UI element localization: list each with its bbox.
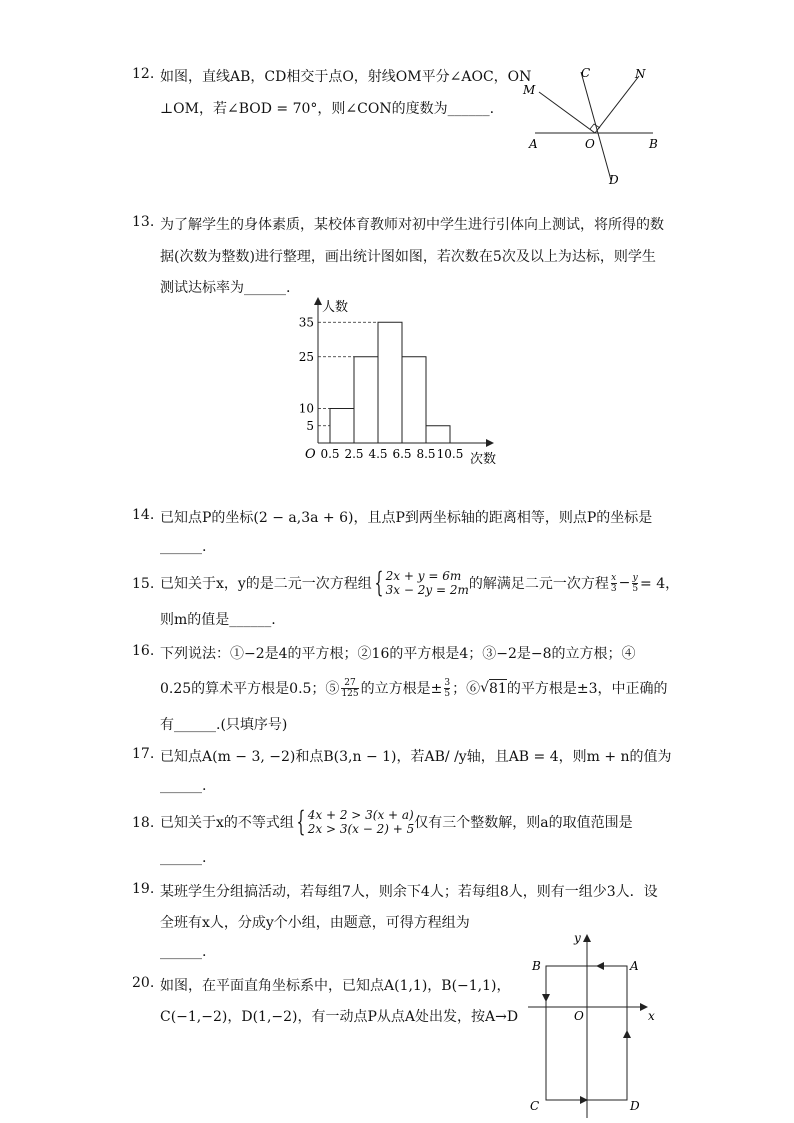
q20-text-line1: 如图，在平面直角坐标系中，已知点A(1,1)，B(−1,1)， (160, 978, 511, 994)
q15-post: = 4， (640, 576, 680, 592)
q12-text-line1: 如图，直线AB，CD相交于点O，射线OM平分∠AOC，ON (160, 69, 532, 85)
q12-text-line2: ⊥OM，若∠BOD = 70°，则∠CON的度数为______. (160, 101, 495, 117)
q15-mid: 的解满足二元一次方程 (468, 576, 609, 592)
q18-text-line2: ______. (160, 850, 207, 866)
q19-number: 19. (132, 881, 155, 897)
q15-pre: 已知关于x，y的是二元一次方程组 (160, 576, 372, 592)
ray-om (539, 92, 595, 133)
q15-frac2 (632, 573, 638, 594)
label-c: C (581, 66, 591, 80)
q20-label-d: D (630, 1099, 640, 1113)
sqrt-icon: √ (480, 680, 490, 696)
q16-line2-d: 的平方根是±3，中正确的 (506, 681, 668, 697)
q17-number: 17. (132, 746, 155, 762)
q16-line2-c: ；⑥ (452, 681, 481, 697)
histogram-bar (354, 357, 378, 443)
q13-text-line1: 为了解学生的身体素质，某校体育教师对初中学生进行引体向上测试，将所得的数 (160, 217, 664, 233)
x-tick-label: 6.5 (392, 447, 412, 461)
q16-sqrt-value: 81 (489, 681, 507, 697)
q18-post: 仅有三个整数解，则a的取值范围是 (414, 815, 633, 831)
q20-label-c: C (530, 1099, 540, 1113)
label-n: N (635, 67, 646, 81)
q19-text-line2: 全班有x人，分成y个小组，由题意，可得方程组为 (160, 915, 470, 931)
q13-number: 13. (132, 214, 155, 230)
histogram-bar (402, 357, 426, 443)
y-axis-label: 人数 (322, 300, 349, 315)
label-a: A (529, 137, 538, 151)
q12-angle-figure (515, 62, 665, 190)
q16-line2-b: 的立方根是± (360, 681, 443, 697)
q15-frac2-num: y (632, 572, 638, 583)
q15-minus: − (618, 575, 631, 591)
label-m: M (523, 83, 536, 97)
q15-system-brace: { (374, 566, 384, 599)
q15-eq1: 2x + y = 6m (385, 569, 462, 583)
histogram-chart (290, 295, 520, 470)
q15-frac1 (611, 573, 617, 594)
q18-system-brace: { (296, 805, 306, 838)
origin-label: O (305, 447, 316, 462)
q18-number: 18. (132, 815, 155, 831)
q18-system (308, 808, 415, 836)
x-axis-label: 次数 (470, 452, 497, 467)
x-tick-label: 2.5 (344, 447, 364, 461)
histogram-bar (378, 322, 402, 443)
q15-text-line2: 则m的值是______. (160, 612, 276, 628)
q14-text-line2: ______. (160, 539, 207, 555)
q18-text-line1 (160, 805, 633, 839)
q19-text-line1: 某班学生分组搞活动，若每组7人，则余下4人；若每组8人，则有一组少3人．设 (160, 884, 658, 900)
x-tick-label: 10.5 (436, 447, 464, 461)
q20-label-y: y (574, 931, 581, 945)
q18-eq1: 4x + 2 > 3(x + a) (307, 808, 414, 822)
q13-text-line3: 测试达标率为______. (160, 280, 291, 296)
q14-number: 14. (132, 507, 155, 523)
q13-text-line2: 据(次数为整数)进行整理，画出统计图如图，若次数在5次及以上为达标，则学生 (160, 249, 656, 265)
histogram-bar (426, 426, 450, 443)
ray-on (595, 76, 639, 133)
q15-frac1-num: x (611, 572, 617, 583)
q15-eq2: 3x − 2y = 2m (385, 583, 469, 597)
q16-frac-a (341, 678, 358, 699)
q16-text-line2 (160, 671, 667, 705)
q16-frac-a-num: 27 (341, 678, 358, 689)
q20-coordinate-figure (518, 928, 668, 1123)
x-tick-label: 0.5 (320, 447, 340, 461)
q16-text-line3: 有______.(只填序号) (160, 717, 288, 733)
q15-frac1-den: 3 (610, 583, 617, 594)
q18-pre: 已知关于x的不等式组 (160, 815, 294, 831)
q20-label-o: O (574, 1009, 584, 1023)
y-tick-label: 35 (298, 315, 314, 330)
q17-text-line2: ______. (160, 778, 207, 794)
q20-label-a: A (630, 959, 639, 973)
label-b: B (649, 137, 658, 151)
y-tick-label: 25 (298, 349, 314, 364)
q17-text-line1: 已知点A(m − 3, −2)和点B(3,n − 1)，若AB/ /y轴，且AB = 4，则m + n的值为 (160, 749, 672, 765)
q14-text-line1: 已知点P的坐标(2 − a,3a + 6)，且点P到两坐标轴的距离相等，则点P的坐标是 (160, 510, 653, 526)
q16-frac-a-den: 125 (341, 688, 359, 699)
x-tick-label: 4.5 (368, 447, 388, 461)
q15-system (386, 569, 469, 597)
y-tick-label: 5 (306, 418, 314, 433)
q18-eq2: 2x > 3(x − 2) + 5 (307, 822, 415, 836)
q12-number: 12. (132, 66, 155, 82)
q20-number: 20. (132, 975, 155, 991)
q19-text-line3: ______. (160, 944, 207, 960)
x-tick-label: 8.5 (416, 447, 436, 461)
q15-frac2-den: 5 (632, 583, 639, 594)
y-tick-label: 10 (298, 401, 314, 416)
q15-text-line1 (160, 566, 679, 600)
q15-number: 15. (132, 576, 155, 592)
histogram-bar (330, 409, 354, 444)
q16-frac-b-num: 3 (444, 677, 451, 688)
q20-text-line2: C(−1,−2)，D(1,−2)，有一动点P从点A处出发，按A→D (160, 1009, 519, 1025)
q16-frac-b (444, 678, 450, 699)
label-o: O (585, 137, 595, 151)
q20-label-b: B (532, 959, 541, 973)
label-d: D (609, 173, 619, 187)
q16-number: 16. (132, 643, 155, 659)
q20-label-x: x (648, 1009, 655, 1023)
q16-text-line1: 下列说法：①−2是4的平方根；②16的平方根是4；③−2是−8的立方根；④ (160, 646, 636, 662)
q16-frac-b-den: 5 (444, 688, 451, 699)
q16-line2-a: 0.25的算术平方根是0.5；⑤ (160, 681, 340, 697)
